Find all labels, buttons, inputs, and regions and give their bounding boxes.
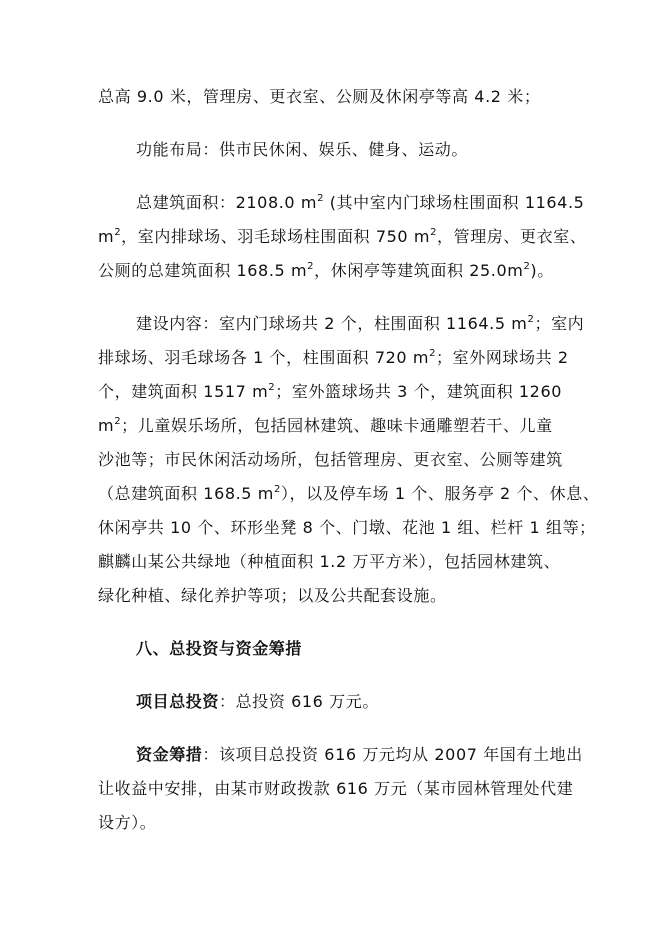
function-layout-line: 功能布局：供市民休闲、娱乐、健身、运动。 xyxy=(136,140,469,159)
total-investment-line: 项目总投资：总投资 616 万元。 xyxy=(136,692,379,711)
funding-line: 让收益中安排，由某市财政拨款 616 万元（某市园林管理处代建 xyxy=(98,779,574,798)
construction-content-line: 麒麟山某公共绿地（种植面积 1.2 万平方米），包括园林建筑、 xyxy=(98,552,561,571)
construction-content-line: （总建筑面积 168.5 $m^2$），以及停车场 1 个、服务亭 2 个、休息、 xyxy=(98,483,600,503)
construction-content-line: 排球场、羽毛球场各 1 个，柱围面积 720 $m^2$；室外网球场共 2 xyxy=(98,347,569,367)
total-area-line: 总建筑面积：2108.0 $m^2$ (其中室内门球场柱围面积 1164.5 xyxy=(136,192,585,212)
construction-content-line: $m^2$；儿童娱乐场所，包括园林建筑、趣味卡通雕塑若干、儿童 xyxy=(98,415,553,435)
construction-content-line: 沙池等；市民休闲活动场所，包括管理房、更衣室、公厕等建筑 xyxy=(98,450,563,469)
total-area-line-3: 公厕的总建筑面积 168.5 $m^2$，休闲亭等建筑面积 $25.0m^2$)。 xyxy=(98,260,554,280)
construction-content-line: 休闲亭共 10 个、环形坐凳 8 个、门墩、花池 1 组、栏杆 1 组等； xyxy=(98,518,596,537)
funding-line: 资金筹措：该项目总投资 616 万元均从 2007 年国有土地出 xyxy=(136,745,583,764)
total-area-line-2: $m^2$，室内排球场、羽毛球场柱围面积 750 $m^2$，管理房、更衣室、 xyxy=(98,226,587,246)
funding-line: 设方）。 xyxy=(98,813,157,832)
construction-content-line: 个，建筑面积 1517 $m^2$；室外篮球场共 3 个，建筑面积 1260 xyxy=(98,381,563,401)
construction-content-line: 建设内容：室内门球场共 2 个，柱围面积 1164.5 $m^2$；室内 xyxy=(136,313,585,333)
paragraph-line: 总高 9.0 米，管理房、更衣室、公厕及休闲亭等高 4.2 米； xyxy=(98,87,541,106)
construction-content-line: 绿化种植、绿化养护等项；以及公共配套设施。 xyxy=(98,586,447,605)
section-heading: 八、总投资与资金筹措 xyxy=(136,639,303,658)
